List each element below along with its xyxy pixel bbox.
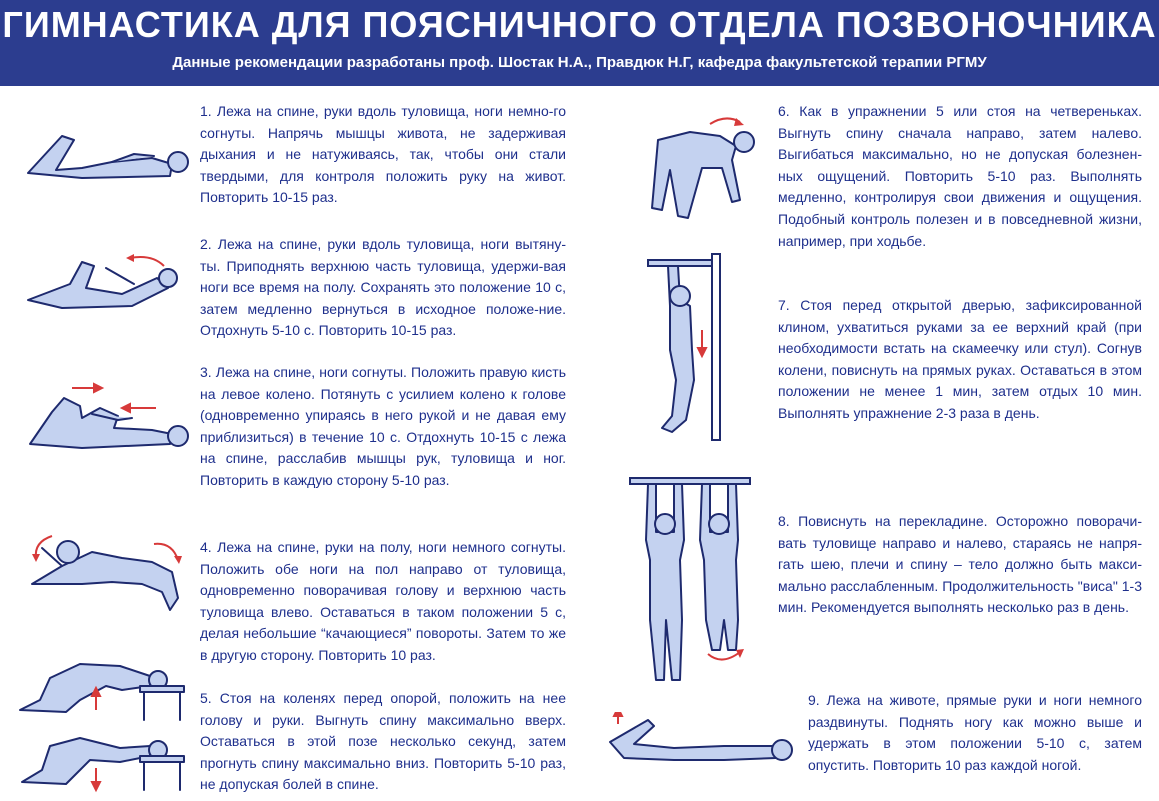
exercise-6-figure (640, 110, 765, 225)
exercise-7-figure (632, 250, 732, 445)
kneeling-arch-icon (10, 650, 190, 795)
exercise-3-figure (22, 378, 192, 458)
bar-hang-icon (626, 470, 756, 685)
exercise-2-text: 2. Лежа на спине, руки вдоль туловища, ноги вытяну-ты. Приподнять верхнюю часть туловища, удержи-вая ноги все время на полу. Сохранять это положение 10 с, затем медленно вернуться в исходное положе-ние. Отдохнуть 5-10 с. Повторить 10-15 раз. (200, 236, 566, 339)
exercise-5-figure (10, 650, 190, 795)
exercise-8-figure (626, 470, 756, 685)
exercise-9-figure (604, 712, 799, 767)
lying-knees-bent-icon (22, 118, 192, 188)
exercise-8-text: 8. Повиснуть на перекладине. Осторожно поворачи-вать туловище направо и налево, стараясь не напря-гать шею, плечи и спину – тело должно быть макси-мально расслабленным. Продолжительность "виса" 1-3 мин. Рекомендуется выполнять несколько раз в день. (778, 513, 1142, 616)
exercise-3-text: 3. Лежа на спине, ноги согнуты. Положить правую кисть на левое колено. Потянуть с усилием колено к голове (одновременно упираясь в него рукой и не давая ему приблизиться) в течение 10 с. Отдохнуть 10-15 с лежа на спине, расслабив мышцы рук, туловища и ног. Повторить в каждую сторону 5-10 раз. (200, 364, 566, 488)
page-title: ГИМНАСТИКА ДЛЯ ПОЯСНИЧНОГО ОТДЕЛА ПОЗВОНОЧНИКА (2, 4, 1157, 45)
exercise-5-text: 5. Стоя на коленях перед опорой, положить на нее голову и руки. Выгнуть спину максимально вверх. Оставаться в этой позе несколько секунд, затем прогнуть спину максимально вниз. Повторить 5-10 раз, не допуская болей в спине. (200, 690, 566, 793)
upper-body-raise-icon (22, 248, 192, 318)
exercise-7-text: 7. Стоя перед открытой дверью, зафиксированной клином, ухватиться руками за ее верхний край (при необходимости встать на скамеечку или стул). Согнув колени, повиснуть на прямых руках. Оставаться в этом положении не менее 1 мин, затем отдых 10 мин. Выполнять упражнение 2-3 раза в день. (778, 297, 1142, 421)
side-bend-icon (640, 110, 765, 225)
exercise-4-figure (22, 528, 192, 623)
prone-leg-raise-icon (604, 712, 799, 767)
header-banner (0, 0, 1159, 86)
exercise-6-text: 6. Как в упражнении 5 или стоя на четвереньках. Выгнуть спину сначала направо, затем налево. Выгибаться максимально, но не допуская болезнен-ных ощущений. Повторить 5-10 раз. Выполнять медленно, контролируя свои движения и ощущения. Подобный контроль полезен и в повседневной жизни, например, при ходьбе. (778, 103, 1142, 249)
exercise-2-figure (22, 248, 192, 318)
door-hang-icon (632, 250, 732, 445)
twist-icon (22, 528, 192, 623)
exercise-1-text: 1. Лежа на спине, руки вдоль туловища, ноги немно-го согнуты. Напрячь мышцы живота, не задерживая дыхания и не натуживаясь, так, чтобы они стали твердыми, для контроля положить руку на живот. Повторить 10-15 раз. (200, 103, 566, 206)
exercise-4-text: 4. Лежа на спине, руки на полу, ноги немного согнуты. Положить обе ноги на пол направо от туловища, одновременно поворачивая голову и верхнюю часть туловища влево. Оставаться в таком положении 5 с, делая небольшие “качающиеся” повороты. Затем то же в другую сторону. Повторить 10 раз. (200, 539, 566, 663)
knee-to-head-icon (22, 378, 192, 458)
exercise-9-text: 9. Лежа на животе, прямые руки и ноги немного раздвинуты. Поднять ногу как можно выше и удержать в этом положении 5-10 с, затем опустить. Повторить 10 раз каждой ногой. (808, 692, 1142, 773)
page-subtitle: Данные рекомендации разработаны проф. Шостак Н.А., Правдюк Н.Г, кафедра факультетской терапии РГМУ (172, 54, 987, 71)
exercise-1-figure (22, 118, 192, 188)
